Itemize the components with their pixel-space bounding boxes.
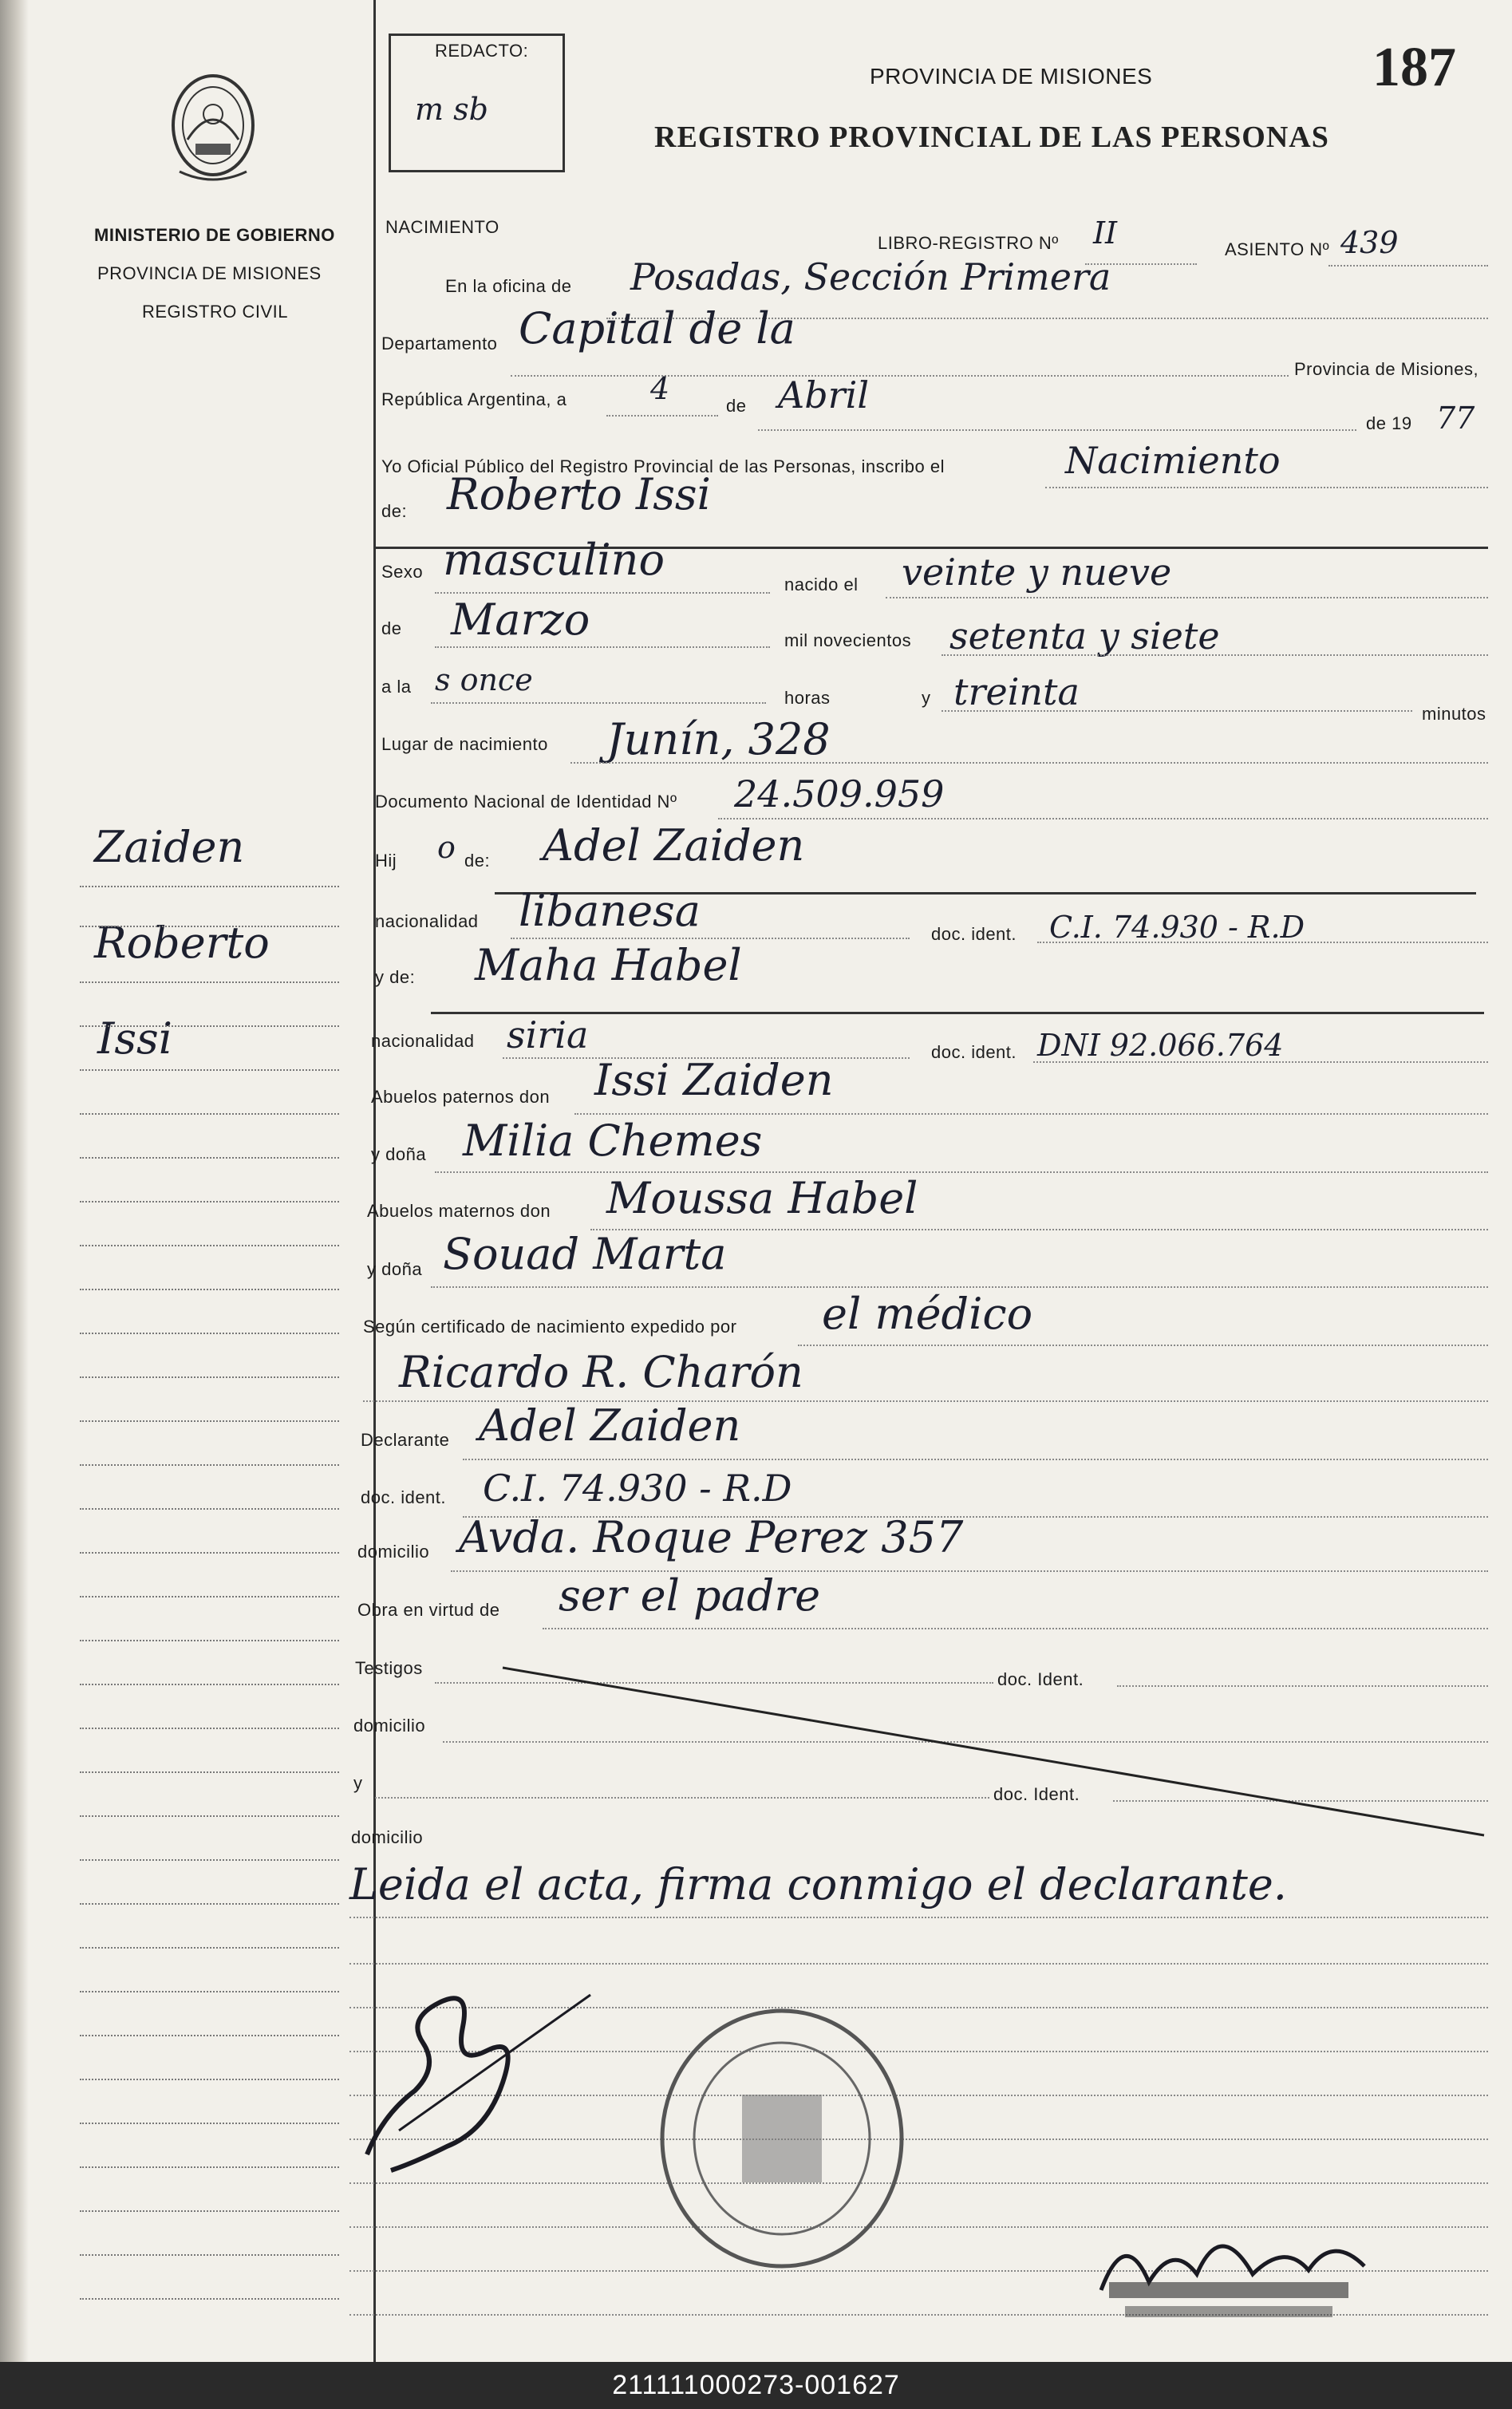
provincia-label: Provincia de Misiones, <box>1294 359 1479 379</box>
ydona-pat-label: y doña <box>371 1144 427 1164</box>
redacto-box <box>389 34 565 172</box>
birth-year-value: setenta y siete <box>949 614 1220 658</box>
margin-surname: Zaiden <box>94 822 245 872</box>
testigo1-doc-label: doc. Ident. <box>997 1669 1084 1689</box>
father-doc-label: doc. ident. <box>931 924 1017 944</box>
hijo-suffix: o <box>437 830 456 865</box>
domicilio-value: Avda. Roque Perez 357 <box>459 1512 964 1562</box>
nacido-label: nacido el <box>784 575 859 594</box>
obra-value: ser el padre <box>559 1570 821 1621</box>
abuela-pat-value: Milia Chemes <box>463 1116 763 1166</box>
de-month-label: de <box>381 618 402 638</box>
ministry-label: MINISTERIO DE GOBIERNO <box>94 225 335 245</box>
departamento-value: Capital de la <box>519 303 795 353</box>
minutos-label: minutos <box>1422 704 1486 724</box>
nacido-value: veinte y nueve <box>902 551 1172 594</box>
decl-doc-label: doc. ident. <box>361 1487 447 1507</box>
libro-label: LIBRO-REGISTRO Nº <box>878 233 1059 253</box>
dni-value: 24.509.959 <box>734 772 945 816</box>
de-label: de <box>726 396 747 416</box>
abuelo-pat-value: Issi Zaiden <box>594 1055 834 1105</box>
asiento-label: ASIENTO Nº <box>1225 239 1330 259</box>
dni-label: Documento Nacional de Identidad Nº <box>375 792 677 812</box>
declarante-label: Declarante <box>361 1430 450 1450</box>
abuelos-pat-label: Abuelos paternos don <box>371 1087 551 1107</box>
closing-statement: Leida el acta, firma conmigo el declarante. <box>349 1859 1287 1909</box>
registry-label-left: REGISTRO CIVIL <box>142 302 289 322</box>
republica-label: República Argentina, a <box>381 389 567 409</box>
month-value: Abril <box>778 373 870 417</box>
decl-doc-value: C.I. 74.930 - R.D <box>483 1467 792 1510</box>
ydona-mat-label: y doña <box>367 1259 423 1279</box>
mother-value: Maha Habel <box>475 940 742 990</box>
libro-value: II <box>1093 215 1118 251</box>
abuelo-mat-value: Moussa Habel <box>606 1173 918 1223</box>
archive-code-bar <box>0 2362 1512 2409</box>
inscribo-value: Nacimiento <box>1065 439 1281 482</box>
obra-label: Obra en virtud de <box>357 1600 500 1620</box>
oficina-value: Posadas, Sección Primera <box>630 255 1111 298</box>
mil-label: mil novecientos <box>784 630 912 650</box>
hijo-de-label: de: <box>464 851 491 871</box>
father-nat-label: nacionalidad <box>375 911 479 931</box>
domicilio-label: domicilio <box>357 1542 430 1562</box>
redacto-label: REDACTO: <box>435 41 529 61</box>
margin-middlename: Issi <box>97 1013 173 1064</box>
sexo-label: Sexo <box>381 562 424 582</box>
official-signature-icon <box>1093 2194 1412 2338</box>
mother-nat-label: nacionalidad <box>371 1031 475 1051</box>
oficina-label: En la oficina de <box>445 276 572 296</box>
declarante-value: Adel Zaiden <box>479 1400 741 1451</box>
binding-edge <box>0 0 29 2362</box>
province-header: PROVINCIA DE MISIONES <box>870 64 1153 89</box>
mother-doc-value: DNI 92.066.764 <box>1037 1028 1284 1063</box>
minutes-value: treinta <box>953 670 1080 713</box>
year-label: de 19 <box>1366 413 1412 433</box>
mother-doc-label: doc. ident. <box>931 1042 1017 1062</box>
abuela-mat-value: Souad Marta <box>443 1229 727 1279</box>
sexo-value: masculino <box>443 535 665 585</box>
testigo1-domicilio-label: domicilio <box>353 1716 426 1736</box>
asiento-value: 439 <box>1340 225 1399 260</box>
de-person-label: de: <box>381 501 408 521</box>
abuelos-mat-label: Abuelos maternos don <box>367 1201 551 1221</box>
hour-value: s once <box>435 662 533 697</box>
nacimiento-label: NACIMIENTO <box>385 217 499 237</box>
lugar-value: Junín, 328 <box>606 714 831 764</box>
doctor-value: Ricardo R. Charón <box>399 1347 803 1397</box>
declarant-signature-icon <box>351 1971 606 2178</box>
mother-nat-value: siria <box>507 1013 589 1056</box>
testigo2-y-label: y <box>353 1773 363 1793</box>
oficial-text: Yo Oficial Público del Registro Provincial de las Personas, inscribo el <box>381 456 945 476</box>
father-value: Adel Zaiden <box>543 820 805 871</box>
mother-rule <box>431 1012 1484 1014</box>
father-nat-value: libanesa <box>519 886 701 936</box>
day-value: 4 <box>650 371 670 406</box>
redacto-initials: m sb <box>415 92 488 127</box>
departamento-label: Departamento <box>381 334 498 353</box>
ala-label: a la <box>381 677 412 697</box>
hijo-label: Hij <box>375 851 397 871</box>
testigo2-doc-label: doc. Ident. <box>993 1784 1080 1804</box>
y-label: y <box>922 688 931 708</box>
year-value: 77 <box>1436 401 1475 436</box>
testigo2-domicilio-label: domicilio <box>351 1827 424 1847</box>
official-stamp-icon <box>650 1999 914 2278</box>
provincial-crest-icon <box>164 68 263 192</box>
birth-month-value: Marzo <box>451 594 590 645</box>
yde-label: y de: <box>375 967 416 987</box>
page-number: 187 <box>1372 37 1456 98</box>
registry-title: REGISTRO PROVINCIAL DE LAS PERSONAS <box>654 120 1329 154</box>
testigos-label: Testigos <box>355 1658 423 1678</box>
lugar-label: Lugar de nacimiento <box>381 734 548 754</box>
segun-label: Según certificado de nacimiento expedido por <box>363 1317 737 1337</box>
segun-value: el médico <box>822 1289 1033 1339</box>
archive-code: 211111000273-001627 <box>612 2370 900 2400</box>
father-doc-value: C.I. 74.930 - R.D <box>1049 910 1305 945</box>
margin-firstname: Roberto <box>94 918 270 968</box>
province-label-left: PROVINCIA DE MISIONES <box>97 263 322 283</box>
horas-label: horas <box>784 688 831 708</box>
person-value: Roberto Issi <box>447 469 711 519</box>
